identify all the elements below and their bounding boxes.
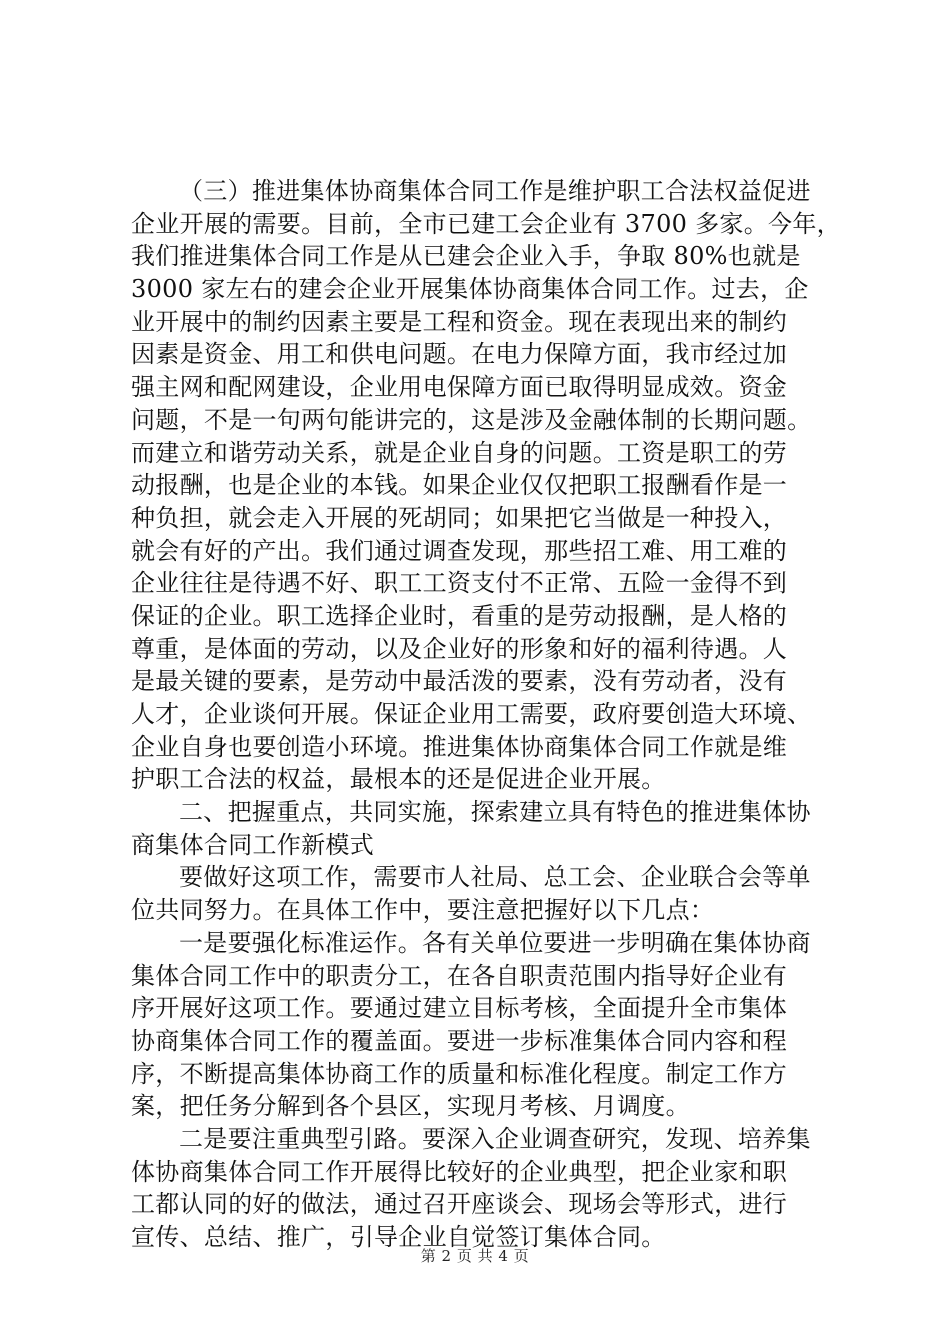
heading-line: 商集体合同工作新模式 xyxy=(131,830,374,859)
text-line: 企业自身也要创造小环境。推进集体协商集体合同工作就是维 xyxy=(131,732,788,761)
text-line: 保证的企业。职工选择企业时，看重的是劳动报酬，是人格的 xyxy=(131,601,788,630)
text-line: 强主网和配网建设，企业用电保障方面已取得明显成效。资金 xyxy=(131,373,788,402)
paragraph-typical-guidance xyxy=(131,1123,831,1254)
section-heading-two xyxy=(131,796,831,861)
text-line: 业开展中的制约因素主要是工程和资金。现在表现出来的制约 xyxy=(131,307,788,336)
paragraph-standard-operation xyxy=(131,927,831,1123)
text-line: 企业往往是待遇不好、职工工资支付不正常、五险一金得不到 xyxy=(131,569,788,598)
text-line: 要做好这项工作，需要市人社局、总工会、企业联合会等单 xyxy=(179,863,811,892)
text-line: 种负担，就会走入开展的死胡同；如果把它当做是一种投入， xyxy=(131,503,788,532)
text-line: 是最关键的要素，是劳动中最活泼的要素，没有劳动者，没有 xyxy=(131,667,788,696)
page-number-footer: 第 2 页 共 4 页 xyxy=(420,1247,530,1265)
text-line: 因素是资金、用工和供电问题。在电力保障方面，我市经过加 xyxy=(131,340,788,369)
document-body xyxy=(131,175,841,1254)
text-line: 工都认同的好的做法，通过召开座谈会、现场会等形式，进行 xyxy=(131,1190,788,1219)
text-line: 一是要强化标准运作。各有关单位要进一步明确在集体协商 xyxy=(179,928,811,957)
text-line: 问题，不是一句两句能讲完的，这是涉及金融体制的长期问题。 xyxy=(131,405,812,434)
text-line: 企业开展的需要。目前，全市已建工会企业有 3700 多家。今年， xyxy=(131,209,841,238)
text-line: 我们推进集体合同工作是从已建会企业入手，争取 80%也就是 xyxy=(131,242,801,271)
text-line: 二是要注重典型引路。要深入企业调查研究，发现、培养集 xyxy=(179,1124,811,1153)
text-line: 集体合同工作中的职责分工，在各自职责范围内指导好企业有 xyxy=(131,961,788,990)
text-line: 3000 家左右的建会企业开展集体协商集体合同工作。过去，企 xyxy=(131,275,809,304)
text-line: 而建立和谐劳动关系，就是企业自身的问题。工资是职工的劳 xyxy=(131,438,788,467)
text-line: 协商集体合同工作的覆盖面。要进一步标准集体合同内容和程 xyxy=(131,1026,788,1055)
text-line: 动报酬，也是企业的本钱。如果企业仅仅把职工报酬看作是一 xyxy=(131,471,788,500)
text-line: （三）推进集体协商集体合同工作是维护职工合法权益促进 xyxy=(179,177,811,205)
text-line: 位共同努力。在具体工作中，要注意把握好以下几点： xyxy=(131,896,715,925)
text-line: 就会有好的产出。我们通过调查发现，那些招工难、用工难的 xyxy=(131,536,788,565)
text-line: 护职工合法的权益，最根本的还是促进企业开展。 xyxy=(131,765,666,794)
text-line: 人才，企业谈何开展。保证企业用工需要，政府要创造大环境、 xyxy=(131,700,812,728)
paragraph-collective-bargaining-needs xyxy=(131,175,841,796)
heading-line: 二、把握重点，共同实施，探索建立具有特色的推进集体协 xyxy=(179,798,811,827)
text-line: 序，不断提高集体协商工作的质量和标准化程度。制定工作方 xyxy=(131,1059,788,1088)
text-line: 案，把任务分解到各个县区，实现月考核、月调度。 xyxy=(131,1092,690,1121)
text-line: 体协商集体合同工作开展得比较好的企业典型，把企业家和职 xyxy=(131,1157,788,1186)
text-line: 尊重，是体面的劳动，以及企业好的形象和好的福利待遇。人 xyxy=(131,634,788,663)
text-line: 宣传、总结、推广，引导企业自觉签订集体合同。 xyxy=(131,1223,666,1251)
text-line: 序开展好这项工作。要通过建立目标考核，全面提升全市集体 xyxy=(131,994,788,1023)
paragraph-joint-effort xyxy=(131,861,831,926)
